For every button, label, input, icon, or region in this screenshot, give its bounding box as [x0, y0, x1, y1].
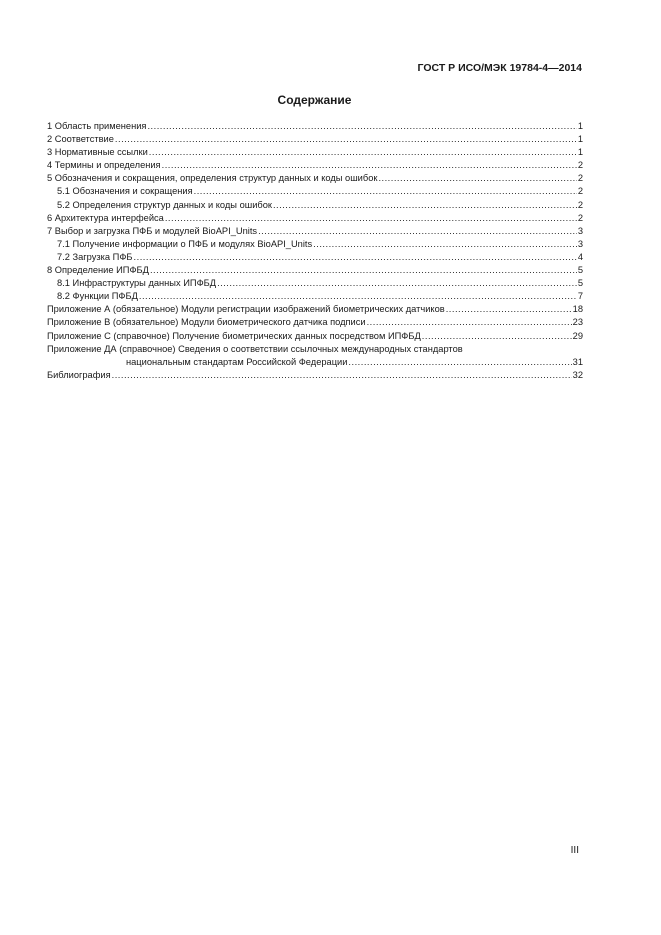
toc-entry[interactable] — [47, 225, 583, 238]
toc-entry[interactable] — [47, 146, 583, 159]
toc-entry[interactable] — [47, 369, 583, 382]
toc-entry-page: 32 — [572, 369, 583, 380]
leader-dots — [147, 120, 576, 133]
toc-entry-page: 1 — [577, 121, 583, 131]
toc-entry[interactable] — [47, 172, 583, 185]
toc-entry-label: 1 Область применения — [47, 121, 147, 131]
toc-entry[interactable] — [47, 316, 583, 329]
toc-entry-page: 3 — [577, 225, 583, 236]
leader-dots — [273, 199, 577, 212]
toc-entry[interactable] — [47, 330, 583, 343]
toc-entry[interactable] — [47, 277, 583, 290]
toc-entry-label: 5.2 Определения структур данных и коды ошибок — [57, 199, 272, 210]
toc-entry[interactable] — [47, 185, 583, 198]
leader-dots — [165, 212, 577, 225]
toc-entry-page: 3 — [577, 238, 583, 249]
toc-entry-label: Приложение С (справочное) Получение биометрических данных посредством ИПФБД — [47, 330, 421, 341]
toc-entry-label: 8.1 Инфраструктуры данных ИПФБД — [57, 278, 217, 289]
toc-entry-label: 6 Архитектура интерфейса — [47, 212, 164, 223]
toc-entry[interactable] — [47, 199, 583, 212]
toc-entry-page: 1 — [577, 134, 583, 145]
toc-entry[interactable] — [47, 133, 583, 146]
leader-dots — [149, 146, 577, 159]
standard-header: ГОСТ Р ИСО/МЭК 19784-4—2014 — [417, 62, 582, 74]
toc-entry-page: 18 — [572, 304, 583, 315]
toc-entry-label: 7.2 Загрузка ПФБ — [57, 251, 133, 262]
leader-dots — [446, 303, 572, 316]
toc-entry[interactable] — [47, 238, 583, 251]
toc-entry-label: 5 Обозначения и сокращения, определения структур данных и коды ошибок — [47, 173, 378, 184]
leader-dots — [367, 316, 572, 329]
table-of-contents — [47, 120, 583, 382]
leader-dots — [112, 369, 572, 382]
leader-dots — [217, 277, 577, 290]
toc-entry[interactable] — [47, 251, 583, 264]
page-number: III — [570, 845, 579, 856]
leader-dots — [134, 251, 577, 264]
toc-entry-label: 8 Определение ИПФБД — [47, 265, 149, 276]
toc-entry-page: 2 — [577, 199, 583, 210]
toc-entry-page: 5 — [577, 265, 583, 276]
toc-entry-label: 7 Выбор и загрузка ПФБ и модулей BioAPI_Units — [47, 225, 258, 236]
toc-entry-page: 23 — [572, 317, 583, 328]
toc-entry-label: 7.1 Получение информации о ПФБ и модулях BioAPI_Units — [57, 238, 313, 249]
leader-dots — [194, 185, 577, 198]
leader-dots — [139, 290, 577, 303]
toc-entry-label: Приложение В (обязательное) Модули биометрического датчика подписи — [47, 317, 366, 328]
toc-entry-page: 2 — [577, 212, 583, 223]
leader-dots — [378, 172, 576, 185]
leader-dots — [162, 159, 577, 172]
toc-entry-label: 4 Термины и определения — [47, 160, 161, 171]
toc-entry[interactable] — [47, 264, 583, 277]
toc-entry-continuation: национальным стандартам Российской Федерации — [126, 356, 348, 367]
toc-entry-label: Приложение А (обязательное) Модули регистрации изображений биометрических датчиков — [47, 304, 445, 315]
toc-entry[interactable] — [47, 290, 583, 303]
toc-entry[interactable] — [47, 212, 583, 225]
toc-entry-label: 2 Соответствие — [47, 134, 114, 145]
toc-entry[interactable] — [47, 303, 583, 316]
page-title: Содержание — [277, 93, 352, 107]
toc-entry-page: 2 — [577, 186, 583, 197]
toc-entry-label: 8.2 Функции ПФБД — [57, 291, 138, 302]
toc-entry-page: 4 — [577, 251, 583, 262]
toc-entry-page: 7 — [577, 291, 583, 302]
toc-entry-page: 29 — [572, 330, 583, 341]
toc-entry-page: 2 — [577, 160, 583, 171]
leader-dots — [348, 356, 571, 369]
toc-entry-page: 1 — [577, 147, 583, 158]
toc-entry-label: Библиография — [47, 369, 111, 380]
toc-entry-page: 2 — [577, 173, 583, 184]
leader-dots — [258, 225, 577, 238]
toc-entry[interactable] — [47, 356, 583, 369]
toc-entry-label: 5.1 Обозначения и сокращения — [57, 186, 193, 197]
toc-entry-page: 5 — [577, 278, 583, 289]
toc-entry-page: 31 — [572, 356, 583, 367]
leader-dots — [150, 264, 577, 277]
leader-dots — [313, 238, 577, 251]
toc-entry[interactable] — [47, 159, 583, 172]
leader-dots — [422, 330, 572, 343]
leader-dots — [115, 133, 577, 146]
toc-entry-label: 3 Нормативные ссылки — [47, 147, 148, 158]
toc-entry[interactable] — [47, 120, 583, 133]
toc-entry-label: Приложение ДА (справочное) Сведения о соответствии ссылочных международных стандартов — [47, 343, 463, 354]
